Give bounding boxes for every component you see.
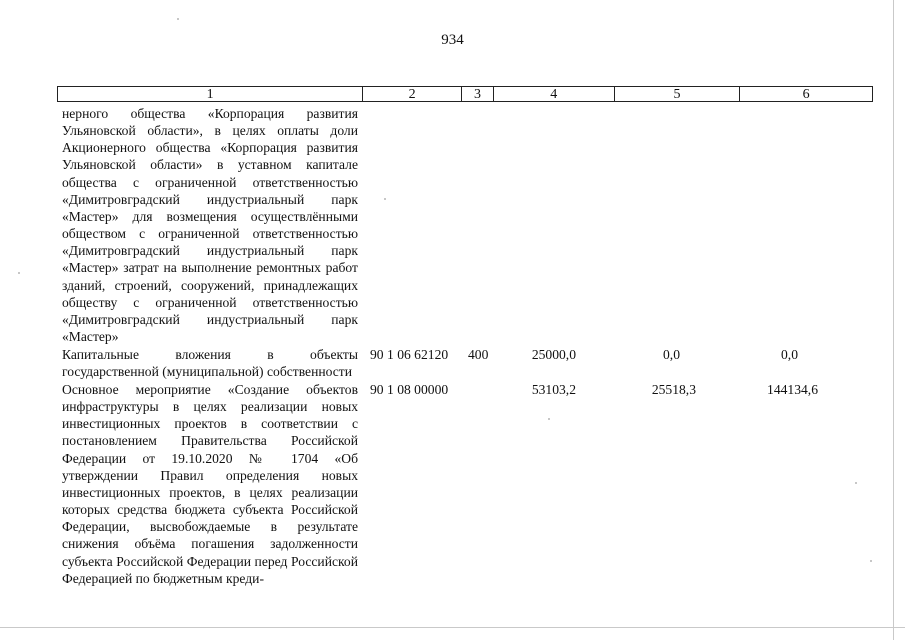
header-col-3: 3: [462, 87, 494, 101]
table-row-3-value-col6: 144134,6: [767, 382, 818, 397]
table-row-3-description: Основное мероприятие «Создание объектов инфраструктуры в целях реализации новых инвестиционных проектов в соответствии с постановлением Правительства Российской Федерации от 19.10.2020 № 1704 «Об утверждении Правил определения новых инвестиционных проектов, в целях реализации которых средства бюджета субъекта Российской Федерации, высвобождаемые в результате снижения объёма погашения задолженности субъекта Российской Федерации перед Российской Федерацией по бюджетным креди-: [62, 382, 358, 586]
table-row-3-value-col5: 25518,3: [651, 382, 696, 397]
header-col-4: 4: [494, 87, 615, 101]
page-number: 934: [441, 32, 464, 48]
table-row-2-description: Капитальные вложения в объекты государственной (муниципальной) собственности: [62, 347, 358, 380]
header-col-6: 6: [802, 87, 810, 102]
table-row-2-value-col5: 0,0: [663, 347, 680, 362]
header-col-2: 2: [363, 87, 462, 101]
table-row-2-value-col4: 25000,0: [531, 347, 576, 362]
scan-edge-right: [893, 0, 894, 640]
table-row-2-value-col6: 0,0: [781, 347, 798, 362]
scan-speck: [177, 18, 179, 20]
table-row-3-value-col4: 53103,2: [531, 382, 576, 397]
table-row-3-code: 90 1 08 00000: [370, 382, 449, 397]
table-row-2-code: 90 1 06 62120: [370, 347, 449, 362]
scan-speck: [384, 198, 386, 200]
scan-edge-bottom: [0, 627, 905, 628]
table-header-row: [57, 86, 873, 102]
scan-speck: [855, 482, 857, 484]
scan-speck: [18, 272, 20, 274]
table-row-2-type: 400: [468, 347, 489, 362]
header-col-5: 5: [615, 87, 741, 101]
table-row-1-description: нерного общества «Корпорация развития Ульяновской области», в целях оплаты доли Акционерного общества «Корпорация развития Ульяновской области» в уставном капитале общества с ограниченной ответственностью «Димитровградский индустриальный парк «Мастер» для возмещения осуществлёнными обществом с ограниченной ответственностью «Димитровградский индустриальный парк «Мастер» затрат на выполнение ремонтных работ зданий, строений, сооружений, принадлежащих обществу с ограниченной ответственностью «Димитровградский индустриальный парк «Мастер»: [62, 106, 358, 345]
scan-speck: [870, 560, 872, 562]
scan-speck: [548, 418, 550, 420]
header-col-1: 1: [58, 87, 363, 101]
